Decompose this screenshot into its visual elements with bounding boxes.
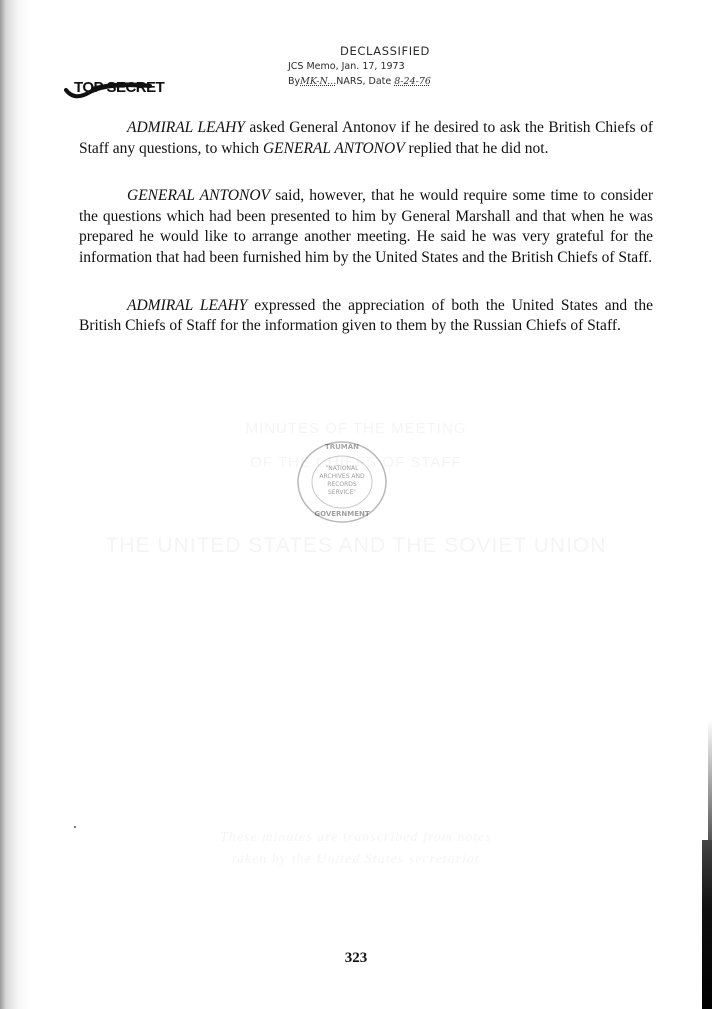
svg-text:TRUMAN: TRUMAN bbox=[324, 443, 360, 451]
paragraph-3 bbox=[79, 296, 653, 337]
svg-text:"NATIONAL: "NATIONAL bbox=[325, 465, 359, 472]
bleed-through-text bbox=[0, 852, 712, 868]
paragraph-text: asked General Antonov if he desired to ask the British Chiefs of Staff any questions, to which bbox=[79, 119, 653, 157]
speck bbox=[74, 826, 76, 828]
svg-text:ARCHIVES AND: ARCHIVES AND bbox=[319, 473, 365, 480]
page-number: 323 bbox=[344, 950, 368, 966]
paragraph-text: expressed the appreciation of both the United States and the British Chiefs of Staff for the information given to them by the Russian Chiefs of Staff. bbox=[79, 296, 653, 335]
by-prefix: By bbox=[288, 76, 301, 87]
by-signature: MK-N... bbox=[300, 76, 337, 87]
date-signature: 8-24-76 bbox=[394, 76, 431, 87]
memo-body bbox=[79, 118, 653, 364]
declassification-stamp bbox=[288, 44, 488, 87]
bleed-through-text bbox=[0, 420, 712, 437]
memo-reference: JCS Memo, Jan. 17, 1973 bbox=[288, 61, 405, 72]
speaker-name: GENERAL ANTONOV bbox=[127, 187, 271, 205]
speaker-name: GENERAL ANTONOV bbox=[262, 139, 405, 157]
svg-text:RECORDS: RECORDS bbox=[327, 481, 357, 488]
page-edge-shadow bbox=[708, 720, 712, 840]
svg-text:SERVICE": SERVICE" bbox=[327, 489, 357, 496]
paragraph-text: said, however, that he would require some time to consider the questions which had been presented to him by General Marshall and that when he was prepared he would like to arrange another meeting. He said he was very grateful for the information that had been furnished him by the United States and the British Chiefs of Staff. bbox=[79, 187, 653, 266]
library-seal-icon bbox=[292, 440, 392, 530]
classification-label: TOP SECRET bbox=[74, 79, 165, 96]
paragraph-2 bbox=[79, 186, 653, 268]
redaction-strike bbox=[64, 76, 174, 102]
nars-date-label: NARS, Date bbox=[336, 76, 392, 87]
svg-text:GOVERNMENT: GOVERNMENT bbox=[314, 510, 370, 518]
speaker-name: ADMIRAL LEAHY bbox=[127, 119, 245, 136]
bleed-through-text bbox=[0, 534, 712, 558]
bleed-through-text bbox=[0, 830, 712, 846]
speaker-name: ADMIRAL LEAHY bbox=[127, 296, 248, 314]
authorization-line bbox=[288, 76, 488, 87]
paragraph-text: replied that he did not. bbox=[404, 139, 549, 157]
page-edge-shadow bbox=[702, 840, 712, 1009]
declassified-label: DECLASSIFIED bbox=[340, 44, 431, 58]
classification-marking bbox=[64, 76, 174, 102]
paragraph-1 bbox=[79, 118, 653, 159]
